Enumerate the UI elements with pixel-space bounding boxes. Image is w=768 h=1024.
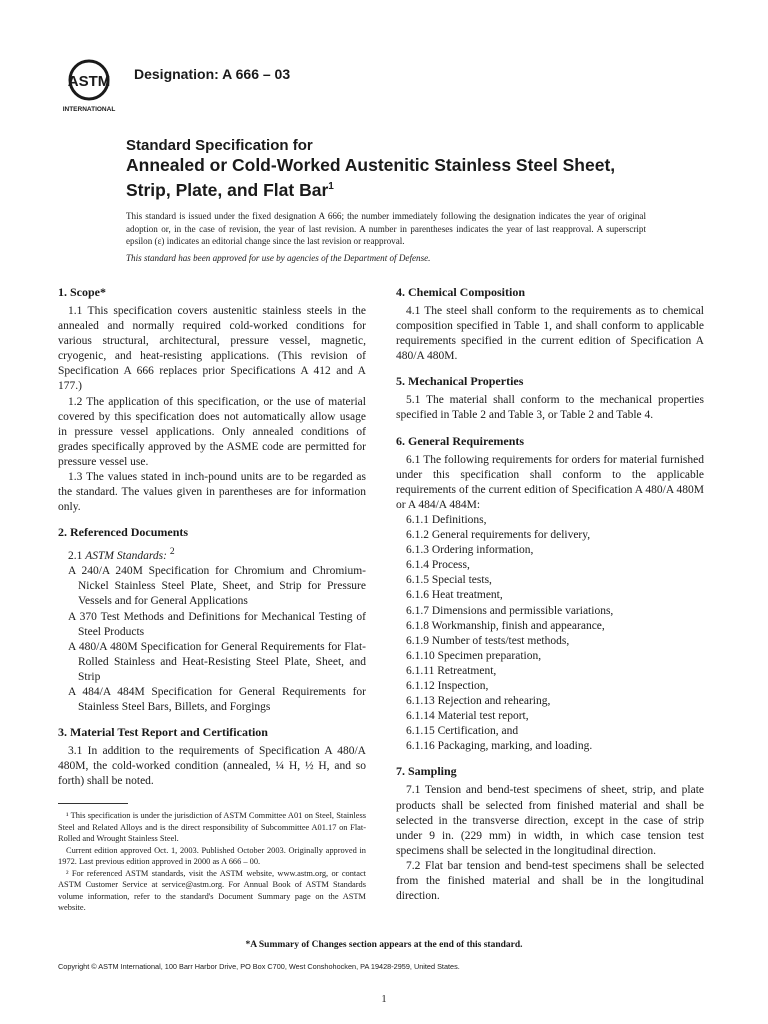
astm-standards-number: 2.1: [68, 550, 86, 563]
ref-item: [68, 640, 366, 685]
ref-item-text: A 240/A 240M Specification for Chromium and Chromium-Nickel Stainless Steel Plate, Sheet, and Strip for Pressure Vessels and for General Applications: [68, 565, 366, 608]
list-item: 6.1.15 Certification, and: [406, 725, 519, 738]
designation: Designation: A 666 – 03: [134, 66, 291, 82]
astm-standards-sup: 2: [169, 546, 175, 558]
mech-heading: 5. Mechanical Properties: [396, 374, 524, 389]
footnotes: [58, 810, 366, 914]
list-item: 6.1.11 Retreatment,: [406, 664, 497, 677]
section-scope: [58, 284, 366, 515]
mech-5-1: 5.1 The material shall conform to the mechanical properties specified in Table 2 and Table 3, or Table 2 and Table 4.: [396, 394, 704, 422]
astm-logo-mark: ASTM: [67, 73, 111, 90]
title-footnote-ref: 1: [328, 181, 334, 192]
section-general-requirements: [396, 433, 704, 755]
astm-standards-text: ASTM Standards:: [85, 550, 167, 563]
list-item: 6.1.13 Rejection and rehearing,: [406, 695, 551, 708]
footnote-1-cont: Current edition approved Oct. 1, 2003. Published October 2003. Originally approved in 1972. Last previous edition approved in 2000 as A 666 – 00.: [58, 845, 366, 867]
list-item: 6.1.6 Heat treatment,: [406, 589, 503, 602]
list-item: 6.1.14 Material test report,: [406, 710, 529, 723]
section-material-test-report: [58, 724, 366, 789]
chem-4-1: 4.1 The steel shall conform to the requirements as to chemical composition specified in Table 1, and shall conform to applicable requirements specified in the current edition of Specification A 480/A 480M.: [396, 305, 704, 363]
sampling-7-1: 7.1 Tension and bend-test specimens of sheet, strip, and plate products shall be selected from finished material and shall be selected in the transverse direction, except in the case of strip under 9 in. (229 mm) in width, in which case tension test specimens shall be selected in the longitudinal direction.: [396, 784, 704, 857]
list-item: 6.1.5 Special tests,: [406, 574, 492, 587]
list-item: 6.1.16 Packaging, marking, and loading.: [406, 740, 593, 753]
sampling-heading: 7. Sampling: [396, 764, 457, 779]
general-6-1: 6.1 The following requirements for orders for material furnished under this specification shall conform to the applicable requirements of the current edition of Specification A 480/A 480M or A 484/A 484M:: [396, 453, 704, 511]
dod-note: This standard has been approved for use by agencies of the Department of Defense.: [126, 253, 431, 263]
ref-item-text: A 480/A 480M Specification for General Requirements for Flat-Rolled Stainless and Heat-Resisting Steel Plate, Sheet, and Strip: [68, 640, 366, 683]
sampling-7-2: 7.2 Flat bar tension and bend-test specimens shall be selected from the finished material and shall be in the longitudinal direction.: [396, 859, 704, 903]
mtr-3-1: 3.1 In addition to the requirements of Specification A 480/A 480M, the cold-worked condition (annealed, ¼ H, ½ H, and so forth) shall be noted.: [58, 745, 366, 788]
ref-item-text: A 370 Test Methods and Definitions for Mechanical Testing of Steel Products: [68, 610, 366, 638]
document-title: [126, 136, 726, 201]
list-item: 6.1.1 Definitions,: [406, 513, 487, 526]
footnote-1: ¹ This specification is under the jurisdiction of ASTM Committee A01 on Steel, Stainless Steel and Related Alloys and is the direct responsibility of Subcommittee A01.17 on Flat-Rolled and Wrought Stainless Steel.: [58, 811, 366, 844]
section-mechanical-properties: [396, 373, 704, 423]
astm-logo: [58, 56, 120, 116]
list-item: 6.1.2 General requirements for delivery,: [406, 529, 591, 542]
section-sampling: [396, 763, 704, 904]
ref-item: [68, 610, 366, 640]
scope-1-3: 1.3 The values stated in inch-pound units are to be regarded as the standard. The values given in parentheses are for information only.: [58, 471, 366, 514]
list-item: 6.1.12 Inspection,: [406, 679, 489, 692]
footnote-2: ² For referenced ASTM standards, visit the ASTM website, www.astm.org, or contact ASTM Customer Service at service@astm.org. For Annual Book of ASTM Standards volume information, refer to the standard's Document Summary page on the ASTM website.: [58, 868, 366, 913]
list-item: 6.1.9 Number of tests/test methods,: [406, 634, 570, 647]
ref-item-text: A 484/A 484M Specification for General Requirements for Stainless Steel Bars, Billets, and Forgings: [68, 685, 366, 714]
scope-1-2: 1.2 The application of this specification, or the use of material covered by this specification does not automatically allow usage in pressure vessel applications. Only annealed conditions of grades specifically approved by the ASME code are permitted for pressure vessel use.: [58, 395, 366, 468]
copyright: Copyright © ASTM International, 100 Barr Harbor Drive, PO Box C700, West Conshohocken, PA 19428-2959, United States.: [58, 962, 460, 971]
footnote-divider: [58, 803, 128, 804]
intro-paragraph: This standard is issued under the fixed designation A 666; the number immediately following the designation indicates the year of original adoption or, in the case of revision, the year of last revision. A number in parentheses indicates the year of last reapproval. A superscript epsilon (ε) indicates an editorial change since the last revision or reapproval.: [126, 211, 646, 247]
mtr-heading: 3. Material Test Report and Certification: [58, 725, 268, 740]
refs-heading: 2. Referenced Documents: [58, 525, 189, 540]
chem-heading: 4. Chemical Composition: [396, 285, 525, 299]
section-referenced-documents: [58, 524, 366, 715]
list-item: 6.1.10 Specimen preparation,: [406, 649, 542, 662]
ref-item: [68, 564, 366, 609]
summary-note: *A Summary of Changes section appears at the end of this standard.: [245, 940, 523, 950]
general-requirements-list: [396, 513, 704, 755]
page-number: 1: [381, 994, 387, 1005]
list-item: 6.1.7 Dimensions and permissible variations,: [406, 604, 614, 617]
left-column: [58, 284, 366, 914]
title-line-2: Annealed or Cold-Worked Austenitic Stainless Steel Sheet,: [126, 155, 616, 175]
title-line-3-text: Strip, Plate, and Flat Bar: [126, 179, 329, 200]
title-line-3: [126, 176, 726, 201]
list-item: 6.1.3 Ordering information,: [406, 544, 534, 557]
general-heading: 6. General Requirements: [396, 433, 525, 448]
title-line-1: Standard Specification for: [126, 137, 313, 154]
scope-1-1: 1.1 This specification covers austenitic stainless steels in the annealed and normally required cold-worked conditions for various structural, architectural, pressure vessel, magnetic, cryogenic, and heat-resisting applications. (This revision of Specification A 666 replaces prior Specifications A 412 and A 177.): [58, 305, 366, 393]
right-column: [396, 284, 704, 913]
ref-item: [68, 685, 366, 715]
list-item: 6.1.8 Workmanship, finish and appearance,: [406, 619, 605, 632]
section-chemical-composition: [396, 284, 704, 364]
scope-heading: 1. Scope*: [58, 285, 106, 299]
astm-logo-subtext: INTERNATIONAL: [62, 106, 116, 113]
astm-logo-icon: [58, 56, 120, 116]
list-item: 6.1.4 Process,: [406, 559, 470, 572]
astm-standards-label: [68, 544, 366, 564]
